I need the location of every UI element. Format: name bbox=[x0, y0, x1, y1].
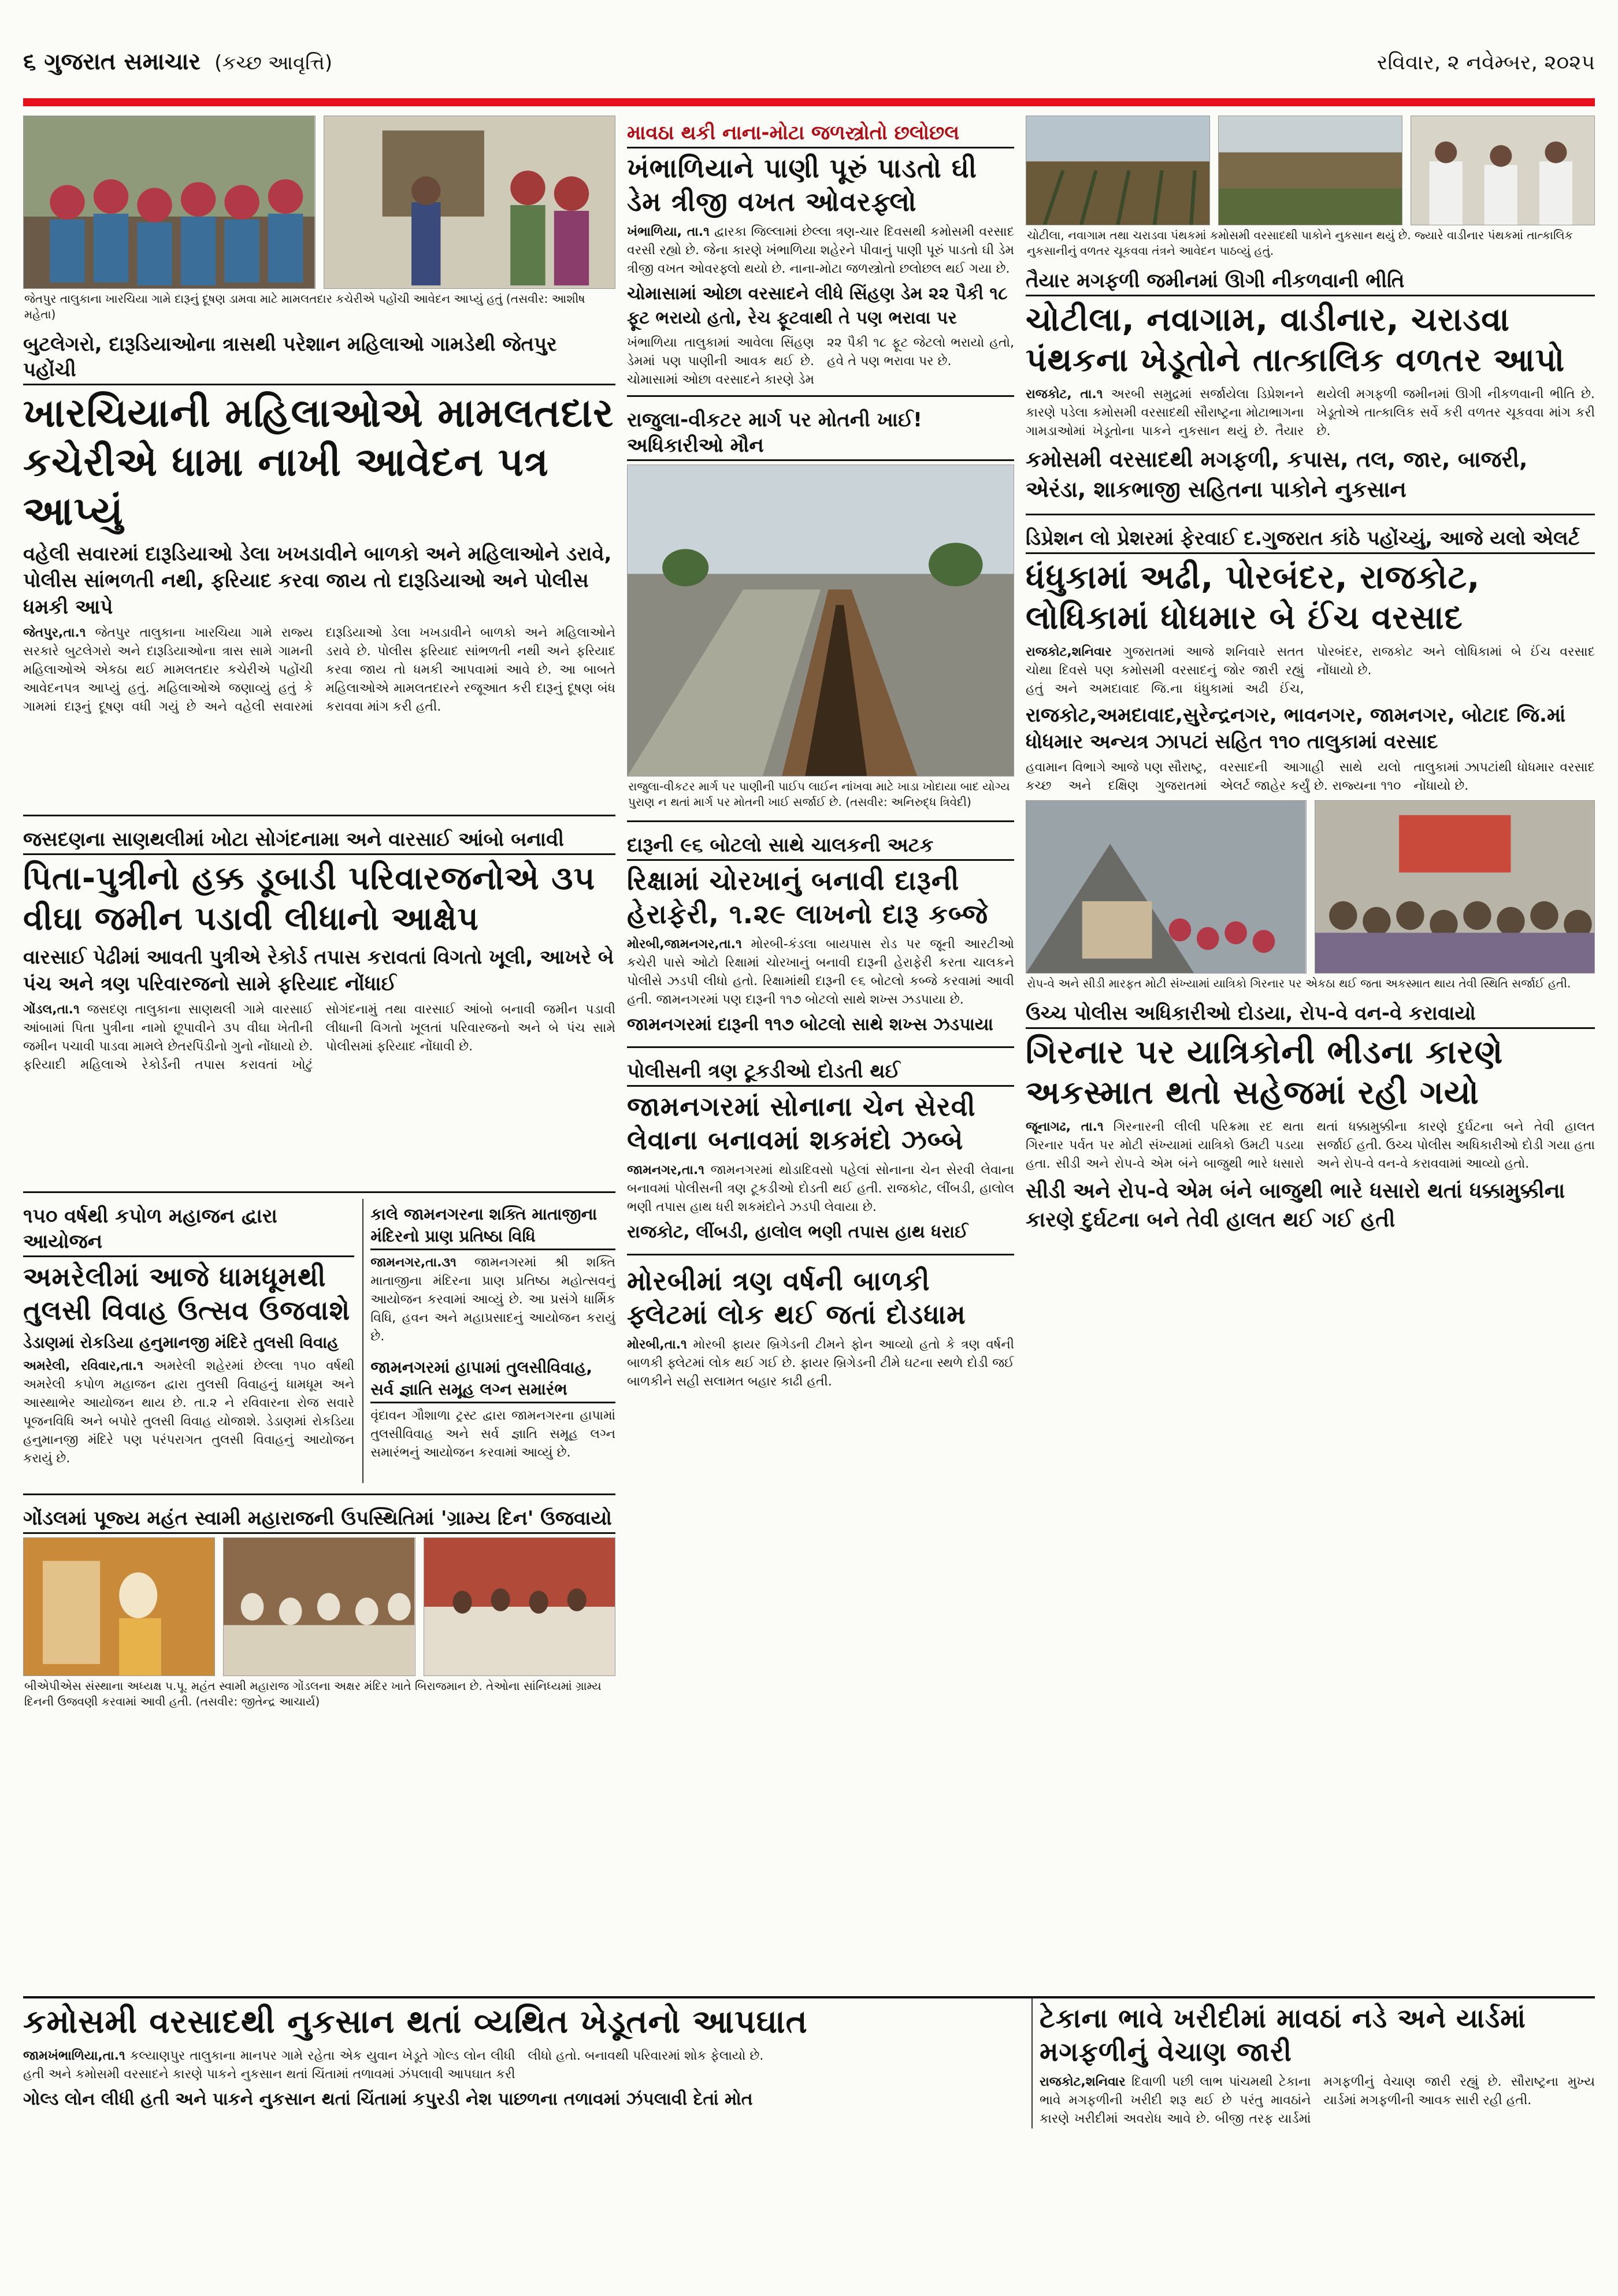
story-jamnagar-side bbox=[362, 1199, 615, 1483]
story-kicker: માવઠા થકી નાના-મોટા જળસ્ત્રોતો છલોછલ bbox=[627, 119, 1014, 148]
story-rain-update bbox=[1026, 521, 1595, 796]
story-kicker: ૧૫૦ વર્ષથી કપોળ મહાજન દ્વારા આયોજન bbox=[23, 1202, 354, 1257]
photo-swami bbox=[23, 1537, 215, 1676]
story-headline: પિતા-પુત્રીનો હક્ક ડૂબાડી પરિવારજનોએ ૩૫ વીઘા જમીન પડાવી લીધાનો આક્ષેપ bbox=[23, 860, 596, 938]
photo-row bbox=[1026, 116, 1595, 225]
story-body bbox=[370, 1254, 615, 1346]
story-kicker: જામનગરમાં હાપામાં તુલસીવિવાહ, સર્વ જ્ઞાતિ સમૂહ લગ્ન સમારંભ bbox=[370, 1355, 615, 1403]
story-groundnut-purchase bbox=[1031, 1998, 1595, 2128]
masthead-left bbox=[23, 49, 332, 75]
story-body-2: હવામાન વિભાગે આજે પણ સૌરાષ્ટ્ર, કચ્છ અને દક્ષિણ ગુજરાતમાં વરસાદની આગાહી સાથે યલો એલર્ટ જાહેર કર્યું છે. રાજ્યના ૧૧૦ તાલુકામાં ઝાપટાંથી ધોધમાર વરસાદ નોંધાયો છે. bbox=[1026, 760, 1595, 793]
story-text: મોરબી ફાયર બ્રિગેડની ટીમને ફોન આવ્યો હતો કે ત્રણ વર્ષની બાળકી ફ્લેટમાં લોક થઈ ગઈ છે. ફાયર બ્રિગેડની ટીમે ઘટના સ્થળે દોડી જઈ બાળકીને સહી સલામત બહાર કાઢી હતી. bbox=[627, 1338, 1014, 1389]
photo-caption: રાજુલા-વીકટર માર્ગ પર પાણીની પાઈપ લાઈન નાંખવા માટે ખાડા ખોદાયા બાદ યોગ્ય પુરાણ ન થતાં માર્ગ પર મોતની ખાઈ સર્જાઈ છે. (તસવીર: અનિરુદ્ધ ત્રિવેદી) bbox=[628, 779, 1010, 809]
story-dateline: જૂનાગઢ, તા.૧ bbox=[1026, 1120, 1104, 1134]
story-subhead: સીડી અને રોપ-વે એમ બંને બાજુથી ભારે ધસારો થતાં ધક્કામુક્કીના કારણે દુર્ઘટના બને તેવી હાલત થઈ ગઈ હતી bbox=[1026, 1179, 1565, 1232]
story-kicker: બુટલેગરો, દારૂડિયાઓના ત્રાસથી પરેશાન મહિલાઓ ગામડેથી જેતપુર પહોંચી bbox=[23, 330, 615, 385]
story-headline: ખંભાળિયાને પાણી પૂરું પાડતો ઘી ડેમ ત્રીજી વખત ઓવરફ્લો bbox=[627, 153, 977, 217]
story-gondal bbox=[23, 1501, 615, 1714]
divider bbox=[627, 395, 1014, 397]
photo-row bbox=[23, 1537, 615, 1676]
story-headline: ટેકાના ભાવે ખરીદીમાં માવઠાં નડે અને યાર્ડમાં મગફળીનું વેચાણ જારી bbox=[1040, 2003, 1526, 2067]
story-chain-snatch bbox=[627, 1054, 1014, 1248]
story-body bbox=[23, 624, 615, 809]
photo-memorandum bbox=[324, 116, 616, 289]
story-dateline: ખંભાળિયા, તા.૧ bbox=[627, 225, 710, 239]
divider bbox=[23, 815, 615, 816]
story-headline: ખારચિયાની મહિલાઓએ મામલતદાર કચેરીએ ધામા નાખી આવેદન પત્ર આપ્યું bbox=[23, 391, 614, 534]
story-headline: જામનગરમાં સોનાના ચેન સેરવી લેવાના બનાવમાં શકમંદો ઝબ્બે bbox=[627, 1091, 976, 1156]
story-body bbox=[1026, 643, 1595, 699]
story-body bbox=[1026, 385, 1595, 441]
photo-damaged-crop bbox=[1026, 116, 1210, 225]
photo-crowd-2 bbox=[424, 1537, 615, 1676]
story-text: કલ્યાણપુર તાલુકાના માનપર ગામે રહેતા એક યુવાન ખેડૂતે ગોલ્ડ લોન લીધી હતી અને કમોસમી વરસાદને કારણે પાકને નુકસાન થતાં ચિંતામાં તળાવમાં ઝંપલાવી આપઘાત કરી લીધો હતો. બનાવથી પરિવારમાં શોક ફેલાયો છે. bbox=[23, 2049, 764, 2082]
story-kicker: ગોંડલમાં પૂજ્ય મહંત સ્વામી મહારાજની ઉપસ્થિતિમાં 'ગ્રામ્ય દિન' ઉજવાયો bbox=[23, 1504, 615, 1534]
divider bbox=[23, 1493, 615, 1495]
story-body bbox=[1040, 2073, 1595, 2128]
story-subhead: ગોલ્ડ લોન લીધી હતી અને પાકને નુકસાન થતાં ચિંતામાં કપુરડી નેશ પાછળના તળાવમાં ઝંપલાવી દેતાં મોત bbox=[23, 2089, 753, 2109]
story-kicker: રાજુલા-વીકટર માર્ગ પર મોતની ખાઈ! અધિકારીઓ મૌન bbox=[627, 406, 1014, 461]
divider bbox=[627, 1046, 1014, 1048]
photo-caption: બીએપીએસ સંસ્થાના અધ્યક્ષ પ.પૂ. મહંત સ્વામી મહારાજ ગોંડલના અક્ષર મંદિર ખાતે બિરાજમાન છે. તેઓના સાંનિધ્યમાં ગ્રામ્ય દિનની ઉજવણી કરવામાં આવી હતી. (તસવીર: જીતેન્દ્ર આચાર્ય) bbox=[24, 1679, 602, 1708]
story-text: જસદણ તાલુકાના સાણથલી ગામે વારસાઈ આંબામાં પિતા પુત્રીના નામો છૂપાવીને ૩૫ વીઘા ખેતીની જમીન પચાવી પાડવા મામલે છેતરપિંડીનો ગુનો નોંધાયો છે. ફરિયાદી મહિલાએ રેકોર્ડની તપાસ કરાવતાં ખોટું સોગંદનામું તથા વારસાઈ આંબો બનાવી જમીન પડાવી લીધાની વિગતો ખૂલતાં પરિવારજનો અને બે પંચ સામે પોલીસમાં ફરિયાદ નોંધાવી છે. bbox=[23, 1002, 615, 1072]
story-dateline: ગોંડલ,તા.૧ bbox=[23, 1002, 80, 1017]
photo-caption: ચોટીલા, નવાગામ તથા ચરાડવા પંથકમાં કમોસમી વરસાદથી પાકોને નુકસાન થયું છે. જ્યારે વાડીનાર પંથકમાં તાત્કાલિક નુકસાનીનું વળતર ચૂકવવા તંત્રને આવેદન પાઠવ્યું હતું. bbox=[1027, 228, 1573, 258]
photo-girnar-ropeway bbox=[1026, 800, 1307, 974]
story-body bbox=[627, 1161, 1014, 1217]
story-body bbox=[627, 223, 1014, 278]
story-kicker: જસદણના સાણથલીમાં ખોટા સોગંદનામા અને વારસાઈ આંબો બનાવી bbox=[23, 826, 615, 855]
story-dateline: જામખંભાળિયા,તા.૧ bbox=[23, 2049, 125, 2063]
story-dateline: મોરબી,તા.૧ bbox=[627, 1338, 687, 1352]
story-dateline: જામનગર,તા.૧ bbox=[627, 1163, 705, 1177]
story-amreli bbox=[23, 1199, 354, 1483]
story-headline: ધંધુકામાં અઢી, પોરબંદર, રાજકોટ, લોધિકામાં ધોધમાર બે ઈંચ વરસાદ bbox=[1026, 559, 1480, 637]
story-sanathali bbox=[23, 822, 615, 1186]
column-right bbox=[1026, 116, 1595, 1243]
story-subhead: જામનગરમાં દારૂની ૧૧૭ બોટલો સાથે શખ્સ ઝડપાયા bbox=[627, 1015, 993, 1035]
story-subhead: વારસાઈ પેઢીમાં આવતી પુત્રીએ રેકોર્ડ તપાસ કરાવતાં વિગતો ખૂલી, આખરે બે પંચ અને ત્રણ પરિવારજનો સામે ફરિયાદ નોંધાઈ bbox=[23, 946, 614, 995]
story-kicker: ડિપ્રેશન લો પ્રેશરમાં ફેરવાઈ દ.ગુજરાત કાંઠે પહોંચ્યું, આજે યલો એલર્ટ bbox=[1026, 525, 1595, 554]
story-subhead: રાજકોટ, લીંબડી, હાલોલ ભણી તપાસ હાથ ધરાઈ bbox=[627, 1222, 968, 1242]
masthead bbox=[23, 23, 1595, 75]
story-kicker: દારૂની ૯૬ બોટલો સાથે ચાલકની અટક bbox=[627, 831, 1014, 861]
story-body bbox=[23, 1357, 354, 1468]
bottom-stories bbox=[23, 1996, 1595, 2273]
story-text: અરબી સમુદ્રમાં સર્જાયેલા ડિપ્રેશનને કારણે પડેલા કમોસમી વરસાદથી સૌરાષ્ટ્રના મોટાભાગના ગામડાઓમાં ખેડૂતોના પાકને નુકસાન થયું છે. તૈયાર થયેલી મગફળી જમીનમાં ઊગી નીકળવાની ભીતિ છે. ખેડૂતોએ તાત્કાલિક સર્વે કરી વળતર ચૂકવવા માંગ કરી છે. bbox=[1026, 387, 1595, 439]
photo-field bbox=[1218, 116, 1402, 225]
divider bbox=[1026, 514, 1595, 515]
story-kicker: ઉચ્ચ પોલીસ અધિકારીઓ દોડયા, રોપ-વે વન-વે કરાવાયો bbox=[1026, 1000, 1595, 1029]
row-amreli-jamnagar bbox=[23, 1199, 615, 1488]
story-dateline: જેતપુર,તા.૧ bbox=[23, 626, 86, 640]
story-dateline: જામનગર,તા.૩૧ bbox=[370, 1255, 457, 1270]
story-headline: ગિરનાર પર યાત્રિકોની ભીડના કારણે અકસ્માત થતો સહેજમાં રહી ગયો bbox=[1026, 1034, 1504, 1112]
photo-girnar-crowd bbox=[1315, 800, 1595, 974]
story-morbi-child bbox=[627, 1261, 1014, 1391]
edition: (કચ્છ આવૃત્તિ) bbox=[214, 51, 333, 75]
photo-memorandum-officials bbox=[1411, 116, 1595, 225]
story-body bbox=[23, 1001, 615, 1186]
photo-caption: રોપ-વે અને સીડી મારફત મોટી સંખ્યામાં યાત્રિકો ગિરનાર પર એકઠા થઈ જતા અકસ્માત થાય તેવી સ્થિતિ સર્જાઈ હતી. bbox=[1027, 976, 1571, 990]
story-dateline: રાજકોટ, તા.૧ bbox=[1026, 387, 1103, 402]
photo-crowd-1 bbox=[223, 1537, 415, 1676]
story-headline: ચોટીલા, નવાગામ, વાડીનાર, ચરાડવા પંથકના ખેડૂતોને તાત્કાલિક વળતર આપો bbox=[1026, 301, 1565, 379]
story-kicker: પોલીસની ત્રણ ટૂકડીઓ દોડતી થઈ bbox=[627, 1057, 1014, 1087]
story-body bbox=[627, 1336, 1014, 1391]
photo-caption: જેતપુર તાલુકાના ખારચિયા ગામે દારૂનું દૂષણ ડામવા માટે મામલતદાર કચેરીએ પહોંચી આવેદન આપ્યું હતું (તસવીર: આશીષ મહેતા) bbox=[24, 292, 585, 321]
story-rajula-road bbox=[627, 403, 1014, 815]
masthead-rule bbox=[23, 98, 1595, 106]
photo-women-protest bbox=[23, 116, 316, 289]
story-text: ગિરનારની લીલી પરિક્રમા રદ થતા ગિરનાર પર્વત પર મોટી સંખ્યામાં યાત્રિકો ઉમટી પડયા હતા. સીડી અને રોપ-વે એમ બંને બાજુથી ભારે ધસારો થતાં ધક્કામુક્કીના કારણે દુર્ઘટના બને તેવી હાલત સર્જાઈ હતી. ઉચ્ચ પોલીસ અધિકારીઓ દોડી ગયા હતા અને રોપ-વે વન-વે કરાવવામાં આવ્યો હતો. bbox=[1026, 1120, 1595, 1171]
story-girnar bbox=[1026, 800, 1595, 1238]
photo-road-trench bbox=[627, 465, 1014, 777]
divider bbox=[23, 1191, 615, 1193]
story-text: દ્વારકા જિલ્લામાં છેલ્લા ત્રણ-ચાર દિવસથી કમોસમી વરસાદ વરસી રહ્યો છે. જેના કારણે ખંભાળિયા શહેરને પીવાનું પાણી પૂરું પાડતો ઘી ડેમ ત્રીજી વખત ઓવરફ્લો થયો છે. નાના-મોટા જળસ્ત્રોતો છલોછલ થઈ ગયા છે. bbox=[627, 225, 1014, 276]
story-dateline: રાજકોટ,શનિવાર bbox=[1026, 645, 1112, 659]
story-headline: અમરેલીમાં આજે ધામધૂમથી તુલસી વિવાહ ઉત્સવ ઉજવાશે bbox=[23, 1261, 351, 1326]
story-headline: રિક્ષામાં ચોરખાનું બનાવી દારૂની હેરાફેરી, ૧.૨૯ લાખનો દારૂ કબ્જે bbox=[627, 865, 989, 930]
story-kicker: તૈયાર મગફળી જમીનમાં ઊગી નીકળવાની ભીતિ bbox=[1026, 267, 1595, 296]
story-subhead: ચોમાસામાં ઓછા વરસાદને લીધે સિંહણ ડેમ ૨૨ પૈકી ૧૮ ફૂટ ભરાયો હતો, રેચ ફૂટવાથી તે પણ ભરાવા પર bbox=[627, 284, 1008, 328]
photo-row bbox=[23, 116, 615, 289]
story-text: દિવાળી પછી લાભ પાંચમથી ટેકાના ભાવે મગફળીની ખરીદી શરૂ થઈ છે પરંતુ માવઠાંને કારણે ખરીદીમાં અવરોધ આવે છે. બીજી તરફ યાર્ડમાં મગફળીનું વેચાણ જારી રહ્યું છે. સૌરાષ્ટ્રના મુખ્ય યાર્ડમાં મગફળીની આવક સારી રહી હતી. bbox=[1040, 2075, 1595, 2126]
page-number: ૬ bbox=[23, 49, 36, 75]
story-body: વૃંદાવન ગૌશાળા ટ્રસ્ટ દ્વારા જામનગરના હાપામાં તુલસીવિવાહ અને સર્વ જ્ઞાતિ સમૂહ લગ્ન સમારંભનું આયોજન કરવામાં આવ્યું છે. bbox=[370, 1409, 615, 1460]
story-body-2: ખંભાળિયા તાલુકામાં આવેલા સિંહણ ડેમમાં પણ પાણીની આવક થઈ છે. ચોમાસામાં ઓછા વરસાદને કારણે ડેમ ૨૨ પૈકી ૧૮ ફૂટ જેટલો ભરાયો હતો, હવે તે પણ ભરાવા પર છે. bbox=[627, 336, 1014, 387]
story-headline: કમોસમી વરસાદથી નુકસાન થતાં વ્યથિત ખેડૂતનો આપઘાત bbox=[23, 2003, 808, 2041]
story-text: જામનગરમાં થોડાદિવસો પહેલાં સોનાના ચેન સેરવી લેવાના બનાવમાં પોલીસની ત્રણ ટૂકડીઓ દોડતી થઈ હતી. રાજકોટ, લીંબડી, હાલોલ ભણી તપાસ હાથ ધરી શકમંદોને ઝડપી લેવાયા છે. bbox=[627, 1163, 1014, 1214]
story-kicker: કાલે જામનગરના શક્તિ માતાજીના મંદિરનો પ્રાણ પ્રતિષ્ઠા વિધિ bbox=[370, 1202, 615, 1250]
story-subhead: ડેડાણમાં રોકડિયા હનુમાનજી મંદિરે તુલસી વિવાહ bbox=[23, 1333, 339, 1352]
column-middle bbox=[627, 116, 1014, 1396]
story-text: મોરબી-કંડલા બાયપાસ રોડ પર જૂની આરટીઓ કચેરી પાસે ઓટો રિક્ષામાં ચોરખાનું બનાવી દારૂની હેરાફેરી કરતા ચાલકને પોલીસે ઝડપી લીધો હતો. રિક્ષામાંથી દારૂની ૯૬ બોટલો કબ્જે કરવામાં આવી હતી. જામનગરમાં પણ દારૂની ૧૧૭ બોટલો સાથે શખ્સ ઝડપાયા છે. bbox=[627, 937, 1014, 1007]
story-ghi-dam bbox=[627, 116, 1014, 389]
photo-row bbox=[1026, 800, 1595, 974]
story-dateline: રાજકોટ,શનિવાર bbox=[1040, 2075, 1126, 2089]
story-body bbox=[1026, 1118, 1595, 1173]
story-subhead: કમોસમી વરસાદથી મગફળી, કપાસ, તલ, જાર, બાજરી, એરંડા, શાકભાજી સહિતના પાકોને નુકસાન bbox=[1026, 447, 1528, 502]
issue-date: રવિવાર, ૨ નવેમ્બર, ૨૦૨૫ bbox=[1376, 51, 1595, 75]
story-text: ગુજરાતમાં આજે શનિવારે સતત ચોથા દિવસે પણ કમોસમી વરસાદનું જોર જારી રહ્યું હતું અને અમદાવાદ જિ.ના ધંધુકામાં અઢી ઈંચ, પોરબંદર, રાજકોટ અને લોધિકામાં બે ઈંચ વરસાદ નોંધાયો છે. bbox=[1026, 645, 1595, 696]
story-subhead: રાજકોટ,અમદાવાદ,સુરેન્દ્રનગર, ભાવનગર, જામનગર, બોટાદ જિ.માં ધોધમાર અન્યત્ર ઝાપટાં સહિત ૧૧૦ તાલુકામાં વરસાદ bbox=[1026, 704, 1566, 753]
story-farmers-compensation bbox=[1026, 116, 1595, 508]
column-left bbox=[23, 116, 615, 1719]
story-headline: મોરબીમાં ત્રણ વર્ષની બાળકી ફ્લેટમાં લોક થઈ જતાં દોડધામ bbox=[627, 1265, 966, 1330]
story-body bbox=[627, 935, 1014, 1009]
story-dateline: મોરબી,જામનગર,તા.૧ bbox=[627, 937, 742, 952]
story-text: જામનગરમાં શ્રી શક્તિ માતાજીના મંદિરના પ્રાણ પ્રતિષ્ઠા મહોત્સવનું આયોજન કરવામાં આવ્યું છે. આ પ્રસંગે ધાર્મિક વિધિ, હવન અને મહાપ્રસાદનું આયોજન કરાયું છે. bbox=[370, 1255, 615, 1344]
divider bbox=[627, 1254, 1014, 1255]
story-rickshaw-liquor bbox=[627, 828, 1014, 1041]
story-text: અમરેલી શહેરમાં છેલ્લા ૧૫૦ વર્ષથી અમરેલી કપોળ મહાજન દ્વારા તુલસી વિવાહનું ધામધૂમ અને આસ્થાભેર આયોજન થાય છે. તા.૨ ને રવિવારના રોજ સવારે પૂજનવિધિ અને બપોરે તુલસી વિવાહ યોજાશે. ડેડાણમાં રોકડિયા હનુમાનજી મંદિરે પણ પરંપરાગત તુલસી વિવાહનું આયોજન કરાયું છે. bbox=[23, 1359, 355, 1466]
story-farmer-suicide bbox=[23, 1998, 1020, 2115]
story-subhead: વહેલી સવારમાં દારૂડિયાઓ ડેલા ખખડાવીને બાળકો અને મહિલાઓને ડરાવે, પોલીસ સાંભળતી નથી, ફરિયાદ કરવા જાય તો દારૂડિયાઓ અને પોલીસ ધમકી આપે bbox=[23, 543, 612, 619]
story-body bbox=[23, 2047, 1020, 2084]
paper-name: ગુજરાત સમાચાર bbox=[44, 49, 201, 75]
story-dateline: અમરેલી, રવિવાર,તા.૧ bbox=[23, 1359, 143, 1373]
divider bbox=[627, 820, 1014, 822]
story-text: જેતપુર તાલુકાના ખારચિયા ગામે રાજ્ય સરકારે બુટલેગરો અને દારૂડિયાઓના ત્રાસ સામે ગામની મહિલાઓએ એકઠા થઈ મામલતદાર કચેરીએ પહોંચી આવેદનપત્ર આપ્યું હતું. મહિલાઓએ જણાવ્યું હતું કે ગામમાં દારૂનું દૂષણ વધી ગયું છે અને વહેલી સવારમાં દારૂડિયાઓ ડેલા ખખડાવીને બાળકો અને મહિલાઓને ડરાવે છે. પોલીસ ફરિયાદ સાંભળતી નથી અને ફરિયાદ કરવા જાય તો ધમકી આપવામાં આવે છે. આ બાબતે મહિલાઓએ મામલતદારને રજૂઆત કરી દારૂનું દૂષણ બંધ કરાવવા માંગ કરી હતી. bbox=[23, 626, 615, 714]
story-kharchiya bbox=[23, 116, 615, 809]
